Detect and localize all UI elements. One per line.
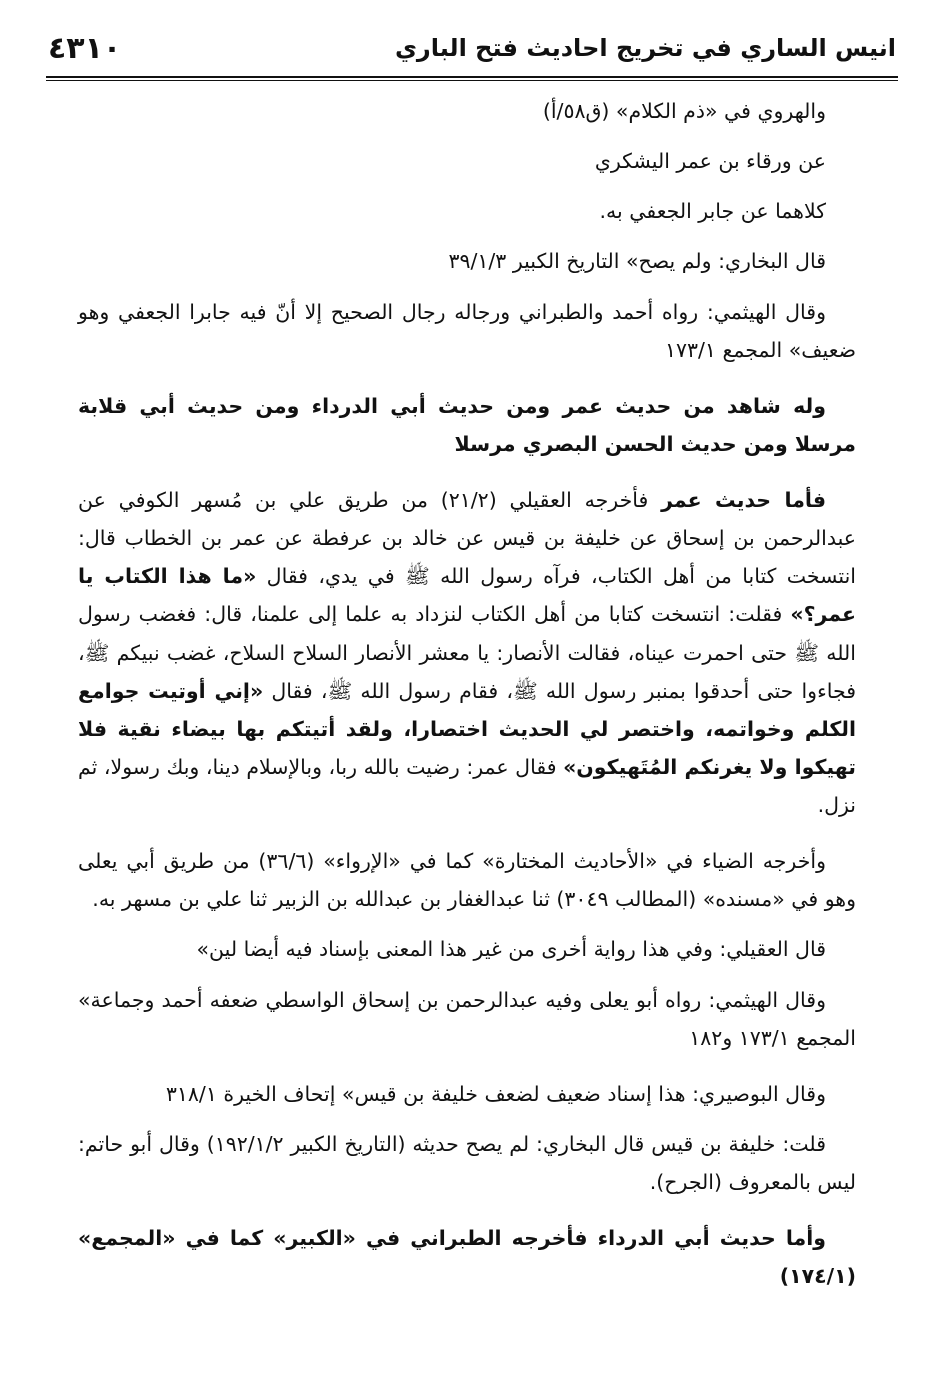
paragraph: قلت: خليفة بن قيس قال البخاري: لم يصح حديثه (التاريخ الكبير ١٩٢/١/٢) وقال أبو حاتم: ليس بالمعروف (الجرح).	[78, 1131, 856, 1194]
hadith-quote: «إني أوتيت جوامع الكلم وخواتمه، واختصر لي الحديث اختصارا، ولقد أتيتكم بها بيضاء نقية فلا تهيكوا ولا يغرنكم المُتَهيكون»	[78, 678, 856, 779]
page-number: ٤٣١٠	[48, 30, 122, 66]
paragraph: وقال الهيثمي: رواه أبو يعلى وفيه عبدالرحمن بن إسحاق الواسطي ضعفه أحمد وجماعة» المجمع ١٧٣/١ و١٨٢	[78, 987, 856, 1050]
header-rule-thick	[46, 76, 898, 78]
paragraph-text: فأخرجه الطبراني في «الكبير» كما في «المجمع» (١٧٤/١)	[78, 1226, 856, 1289]
paragraph: وقال البوصيري: هذا إسناد ضعيف لضعف خليفة بن قيس» إتحاف الخيرة ٣١٨/١	[165, 1081, 826, 1106]
section-heading: وله شاهد من حديث عمر ومن حديث أبي الدرداء ومن حديث أبي قلابة مرسلا ومن حديث الحسن البصري مرسلا	[78, 393, 856, 456]
paragraph: كلاهما عن جابر الجعفي به.	[599, 199, 826, 224]
paragraph-text: فقلت: انتسخت كتابا من أهل الكتاب لنزداد به علما إلى علمنا، قال: فغضب رسول الله ﷺ حتى احمرت عيناه، فقالت الأنصار: يا معشر الأنصار السلاح السلاح، غضب نبيكم ﷺ، فجاءوا حتى أحدقوا بمنبر رسول الله ﷺ، فقام رسول الله ﷺ، فقال	[78, 602, 856, 703]
paragraph: عن ورقاء بن عمر اليشكري	[594, 149, 826, 174]
paragraph-text: فأخرجه العقيلي (٢١/٢) من طريق علي بن مُسهر الكوفي عن عبدالرحمن بن إسحاق عن خليفة بن قيس عن خالد بن عرفطة عن عمر بن الخطاب قال: انتسخت كتابا من أهل الكتاب، فرآه رسول الله ﷺ في يدي، فقال	[78, 488, 856, 589]
paragraph: قال العقيلي: وفي هذا رواية أخرى من غير هذا المعنى بإسناد فيه أيضا لين»	[196, 937, 826, 962]
hadith-quote: «ما هذا الكتاب يا عمر؟»	[78, 564, 856, 627]
paragraph-abu-darda	[78, 1219, 856, 1295]
paragraph-lead: وأما حديث أبي الدرداء	[597, 1226, 826, 1251]
paragraph: وأخرجه الضياء في «الأحاديث المختارة» كما في «الإرواء» (٣٦/٦) من طريق أبي يعلى وهو في «مسنده» (المطالب ٣٠٤٩) ثنا عبدالغفار بن عبدالله بن الزبير ثنا علي بن مسهر به.	[78, 849, 856, 912]
page-header	[48, 24, 896, 72]
paragraph-text: فقال عمر: رضيت بالله ربا، وبالإسلام دينا، وبك رسولا، ثم نزل.	[78, 754, 856, 817]
header-rule-thin	[46, 80, 898, 81]
running-title: انيس الساري في تخريج احاديث فتح الباري	[394, 34, 896, 62]
paragraph-lead: فأما حديث عمر	[661, 488, 827, 512]
paragraph-umar-hadith	[78, 481, 856, 824]
page-body	[78, 92, 856, 1295]
paragraph: قال البخاري: ولم يصح» التاريخ الكبير ٣٩/١/٣	[448, 249, 826, 274]
paragraph: وقال الهيثمي: رواه أحمد والطبراني ورجاله رجال الصحيح إلا أنّ فيه جابرا الجعفي وهو ضعيف» المجمع ١٧٣/١	[78, 299, 856, 362]
paragraph: والهروي في «ذم الكلام» (ق٥٨/أ)	[542, 99, 826, 123]
